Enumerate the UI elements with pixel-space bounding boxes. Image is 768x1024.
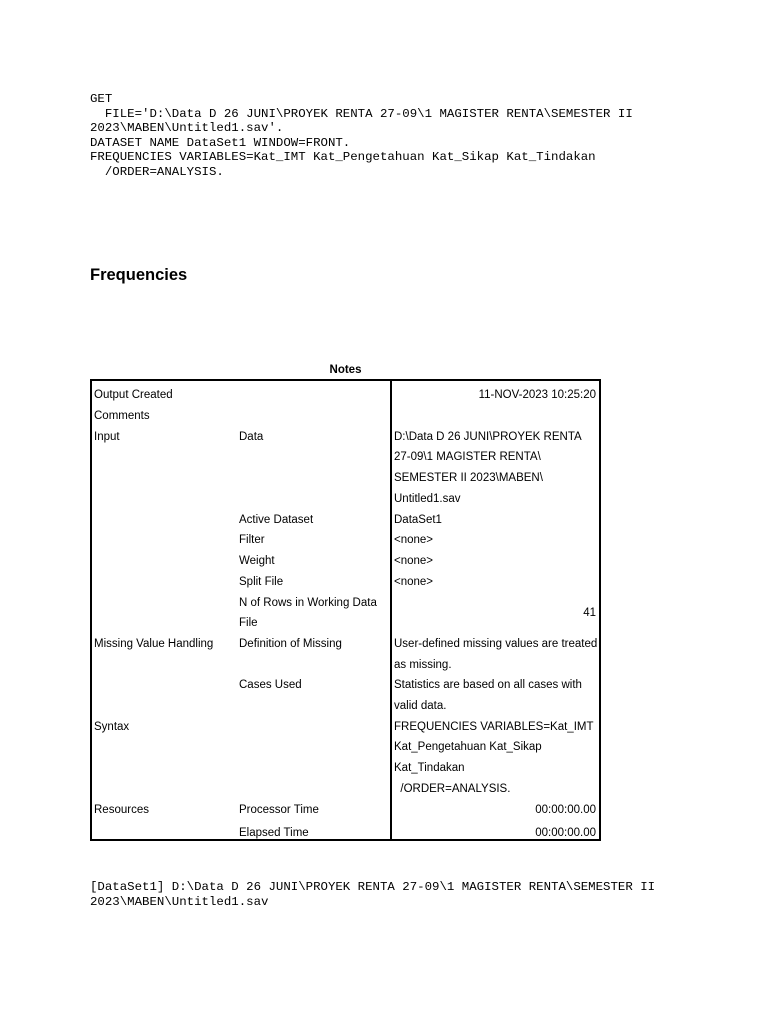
syntax-value-line: /ORDER=ANALYSIS. <box>394 783 511 795</box>
split-file-value: <none> <box>394 576 434 588</box>
data-value-line: 27-09\1 MAGISTER RENTA\ <box>394 451 541 463</box>
syntax-label: Syntax <box>94 721 130 733</box>
dataset-path-line: 2023\MABEN\Untitled1.sav <box>90 894 269 909</box>
output-created-value: 11-NOV-2023 10:25:20 <box>478 389 596 401</box>
syntax-line: GET <box>90 92 113 106</box>
cases-used-value-line: valid data. <box>394 700 447 712</box>
frequencies-heading: Frequencies <box>90 266 188 284</box>
syntax-value-line: FREQUENCIES VARIABLES=Kat_IMT <box>394 721 594 733</box>
data-value-line: Untitled1.sav <box>394 493 461 505</box>
notes-table <box>90 379 601 841</box>
syntax-line: /ORDER=ANALYSIS. <box>90 164 224 179</box>
notes-table-title: Notes <box>329 364 362 376</box>
resources-label: Resources <box>94 804 149 816</box>
data-value-line: D:\Data D 26 JUNI\PROYEK RENTA <box>394 431 582 443</box>
output-created-label: Output Created <box>94 389 173 401</box>
syntax-line: DATASET NAME DataSet1 WINDOW=FRONT. <box>90 135 351 150</box>
comments-label: Comments <box>94 410 150 422</box>
elapsed-time-label: Elapsed Time <box>239 827 309 839</box>
data-value-line: SEMESTER II 2023\MABEN\ <box>394 472 543 484</box>
n-rows-value: 41 <box>583 607 596 619</box>
syntax-value-line: Kat_Tindakan <box>394 762 465 774</box>
missing-value-handling-label: Missing Value Handling <box>94 638 214 650</box>
n-rows-label-line: N of Rows in Working Data <box>239 597 377 609</box>
column-divider <box>390 381 392 839</box>
definition-of-missing-value-line: as missing. <box>394 659 452 671</box>
syntax-line: FILE='D:\Data D 26 JUNI\PROYEK RENTA 27-09\1 MAGISTER RENTA\SEMESTER II <box>90 106 633 121</box>
filter-value: <none> <box>394 534 434 546</box>
cases-used-label: Cases Used <box>239 679 302 691</box>
syntax-line: FREQUENCIES VARIABLES=Kat_IMT Kat_Pengetahuan Kat_Sikap Kat_Tindakan <box>90 150 596 165</box>
active-dataset-value: DataSet1 <box>394 514 442 526</box>
active-dataset-path <box>90 880 655 909</box>
weight-value: <none> <box>394 555 434 567</box>
syntax-value-line: Kat_Pengetahuan Kat_Sikap <box>394 741 542 753</box>
syntax-block <box>90 92 633 180</box>
filter-label: Filter <box>239 534 265 546</box>
definition-of-missing-label: Definition of Missing <box>239 638 342 650</box>
split-file-label: Split File <box>239 576 284 588</box>
syntax-line: 2023\MABEN\Untitled1.sav'. <box>90 121 284 136</box>
active-dataset-label: Active Dataset <box>239 514 314 526</box>
cases-used-value-line: Statistics are based on all cases with <box>394 679 582 691</box>
weight-label: Weight <box>239 555 275 567</box>
dataset-path-line: [DataSet1] D:\Data D 26 JUNI\PROYEK RENTA 27-09\1 MAGISTER RENTA\SEMESTER II <box>90 880 656 894</box>
data-label: Data <box>239 431 264 443</box>
input-label: Input <box>94 431 120 443</box>
processor-time-value: 00:00:00.00 <box>535 804 596 816</box>
definition-of-missing-value-line: User-defined missing values are treated <box>394 638 598 650</box>
processor-time-label: Processor Time <box>239 804 319 816</box>
elapsed-time-value: 00:00:00.00 <box>535 827 596 839</box>
n-rows-label-line: File <box>239 617 258 629</box>
